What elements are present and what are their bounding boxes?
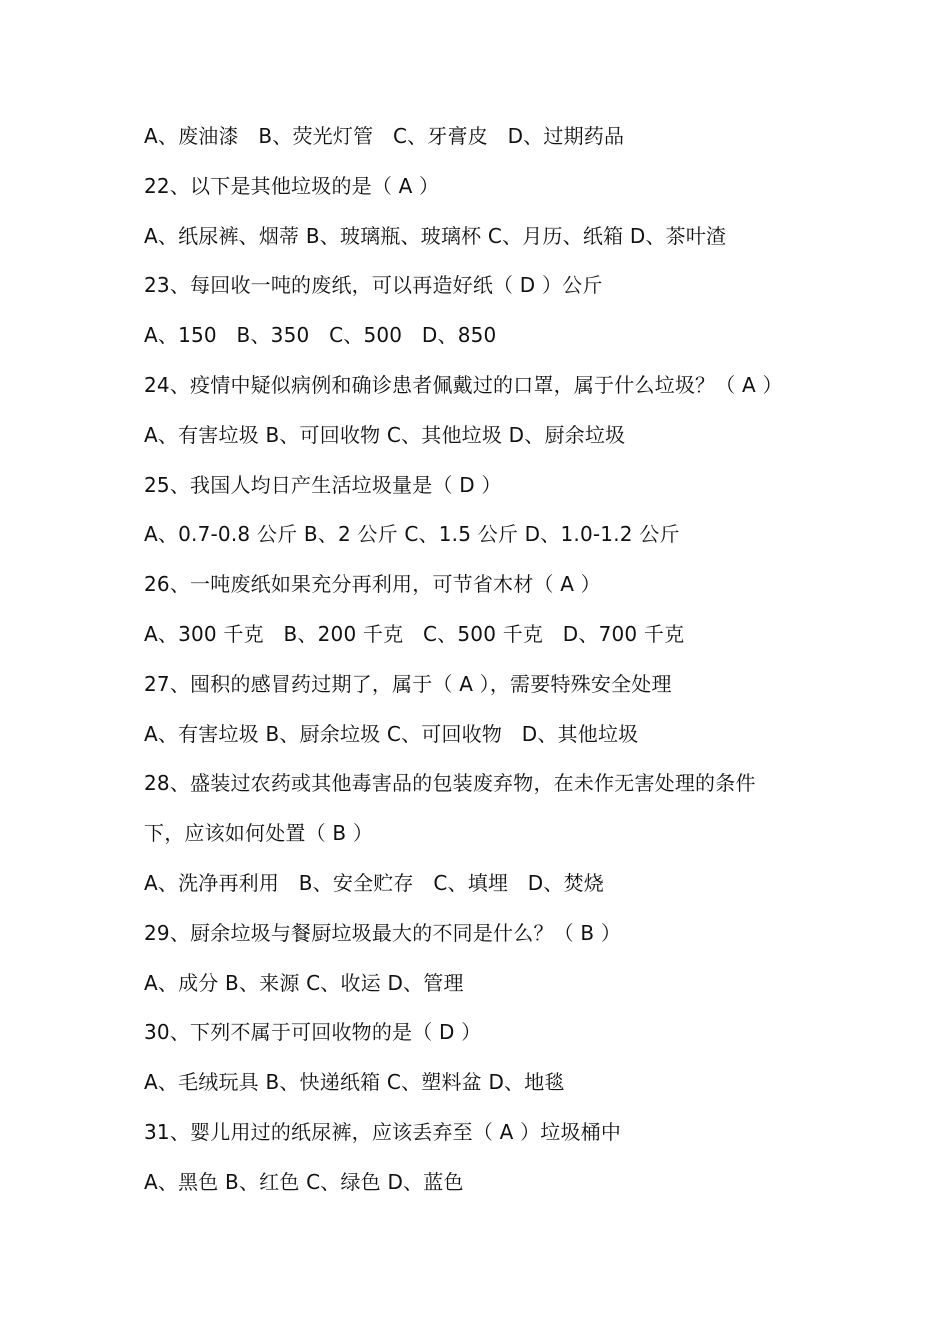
question-25: 25、我国人均日产生活垃圾量是（ D ） [144,472,502,497]
question-list [144,116,824,1212]
option-line-25: A、0.7-0.8 公斤 B、2 公斤 C、1.5 公斤 D、1.0-1.2 公斤 [144,522,680,547]
option-line-24: A、有害垃圾 B、可回收物 C、其他垃圾 D、厨余垃圾 [144,422,626,447]
option-line-23: A、150 B、350 C、500 D、850 [144,323,497,348]
option-line-28: A、洗净再利用 B、安全贮存 C、填埋 D、焚烧 [144,870,604,895]
question-23: 23、每回收一吨的废纸，可以再造好纸（ D ）公斤 [144,273,603,298]
question-29: 29、厨余垃圾与餐厨垃圾最大的不同是什么？（ B ） [144,920,622,945]
option-line-29: A、成分 B、来源 C、收运 D、管理 [144,970,464,995]
option-line-31: A、黑色 B、红色 C、绿色 D、蓝色 [144,1169,464,1194]
option-line-22: A、纸尿裤、烟蒂 B、玻璃瓶、玻璃杯 C、月历、纸箱 D、茶叶渣 [144,223,727,248]
option-line-21: A、废油漆 B、荧光灯管 C、牙膏皮 D、过期药品 [144,124,625,148]
question-31: 31、婴儿用过的纸尿裤，应该丢弃至（ A ）垃圾桶中 [144,1119,622,1144]
question-27: 27、囤积的感冒药过期了，属于（ A ），需要特殊安全处理 [144,671,672,696]
question-28-continued: 下，应该如何处置（ B ） [144,821,374,846]
option-line-26: A、300 千克 B、200 千克 C、500 千克 D、700 千克 [144,621,685,646]
question-26: 26、一吨废纸如果充分再利用，可节省木材（ A ） [144,572,601,597]
option-line-27: A、有害垃圾 B、厨余垃圾 C、可回收物 D、其他垃圾 [144,721,639,746]
option-line-30: A、毛绒玩具 B、快递纸箱 C、塑料盆 D、地毯 [144,1070,565,1095]
question-28: 28、盛装过农药或其他毒害品的包装废弃物，在未作无害处理的条件 [144,771,756,796]
question-22: 22、以下是其他垃圾的是（ A ） [144,173,440,198]
question-30: 30、下列不属于可回收物的是（ D ） [144,1020,482,1045]
question-24: 24、疫情中疑似病例和确诊患者佩戴过的口罩，属于什么垃圾？（ A ） [144,372,783,397]
